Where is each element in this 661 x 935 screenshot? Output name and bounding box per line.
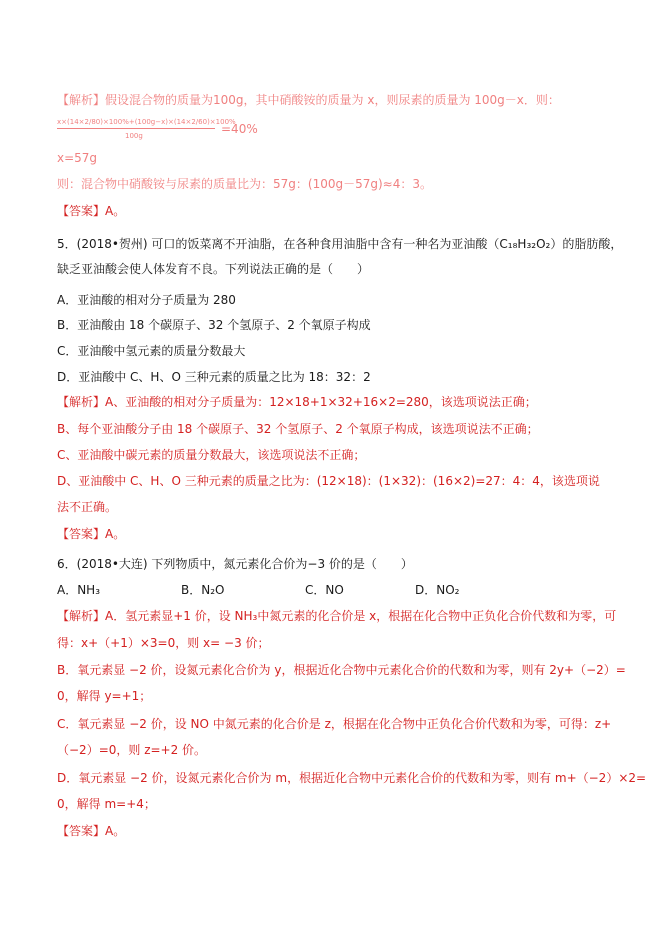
q5-analysis-d: D、亚油酸中 C、H、O 三种元素的质量之比为：(12×18)：(1×32)：(16×2)=27：4：4，该选项说 bbox=[57, 474, 600, 488]
q5-stem-line1: 5．(2018•贺州) 可口的饭菜离不开油脂，在各种食用油脂中含有一种名为亚油酸（C₁₈H₃₂O₂）的脂肪酸， bbox=[57, 237, 623, 251]
q5-analysis-a: 【解析】A、亚油酸的相对分子质量为：12×18+1×32+16×2=280，该选项说法正确； bbox=[57, 395, 537, 409]
q6-stem: 6．(2018•大连) 下列物质中，氮元素化合价为−3 价的是（ ） bbox=[57, 557, 413, 571]
q6-analysis-a: 【解析】A．氢元素显+1 价，设 NH₃中氮元素的化合价是 x，根据在化合物中正负化合价代数和为零，可 bbox=[57, 609, 617, 623]
q6-analysis-d: D．氧元素显 −2 价，设氮元素化合价为 m，根据近化合物中元素化合价的代数和为零，则有 m+（−2）×2= bbox=[57, 771, 647, 785]
q6-answer: 【答案】A。 bbox=[57, 824, 126, 838]
q5-analysis-b: B、每个亚油酸分子由 18 个碳原子、32 个氢原子、2 个氧原子构成，该选项说法不正确； bbox=[57, 422, 539, 436]
q6-analysis-c: C．氧元素显 −2 价，设 NO 中氮元素的化合价是 z，根据在化合物中正负化合价代数和为零，可得：z+ bbox=[57, 717, 612, 731]
analysis-intro: 【解析】假设混合物的质量为100g，其中硝酸铵的质量为 x，则尿素的质量为 100g－x．则： bbox=[57, 93, 560, 107]
q6-analysis-a-cont: 得：x+（+1）×3=0，则 x= −3 价； bbox=[57, 636, 270, 650]
q5-option-d: D．亚油酸中 C、H、O 三种元素的质量之比为 18：32：2 bbox=[57, 370, 371, 384]
q6-analysis-d-cont: 0，解得 m=+4； bbox=[57, 797, 156, 811]
fraction-bar bbox=[57, 128, 215, 129]
formula-denominator: 100g bbox=[125, 132, 143, 140]
q5-option-c: C．亚油酸中氢元素的质量分数最大 bbox=[57, 344, 246, 358]
q6-analysis-c-cont: （−2）=0，则 z=+2 价。 bbox=[57, 743, 207, 757]
q6-analysis-b: B．氧元素显 −2 价，设氮元素化合价为 y，根据近化合物中元素化合价的代数和为零，则有 2y+（−2）= bbox=[57, 663, 626, 677]
q5-analysis-c: C、亚油酸中碳元素的质量分数最大，该选项说法不正确； bbox=[57, 448, 366, 462]
answer-label: 【答案】A。 bbox=[57, 204, 126, 218]
q6-option-c: C．NO bbox=[305, 583, 344, 597]
q6-option-a: A．NH₃ bbox=[57, 583, 101, 597]
q5-option-b: B．亚油酸由 18 个碳原子、32 个氢原子、2 个氧原子构成 bbox=[57, 318, 371, 332]
x-value: x=57g bbox=[57, 151, 98, 165]
q5-answer: 【答案】A。 bbox=[57, 527, 126, 541]
mass-fraction-formula bbox=[57, 118, 277, 148]
q6-option-d: D．NO₂ bbox=[415, 583, 460, 597]
q5-analysis-d-cont: 法不正确。 bbox=[57, 500, 118, 514]
q5-stem-line2: 缺乏亚油酸会使人体发育不良。下列说法正确的是（ ） bbox=[57, 262, 370, 276]
q5-option-a: A．亚油酸的相对分子质量为 280 bbox=[57, 293, 236, 307]
q6-analysis-b-cont: 0，解得 y=+1； bbox=[57, 689, 152, 703]
conclusion-text: 则：混合物中硝酸铵与尿素的质量比为：57g：(100g－57g)≈4：3。 bbox=[57, 177, 432, 191]
formula-numerator: x×(14×2/80)×100%+(100g−x)×(14×2/60)×100% bbox=[57, 118, 236, 126]
formula-result: =40% bbox=[221, 122, 258, 136]
q6-option-b: B．N₂O bbox=[181, 583, 225, 597]
